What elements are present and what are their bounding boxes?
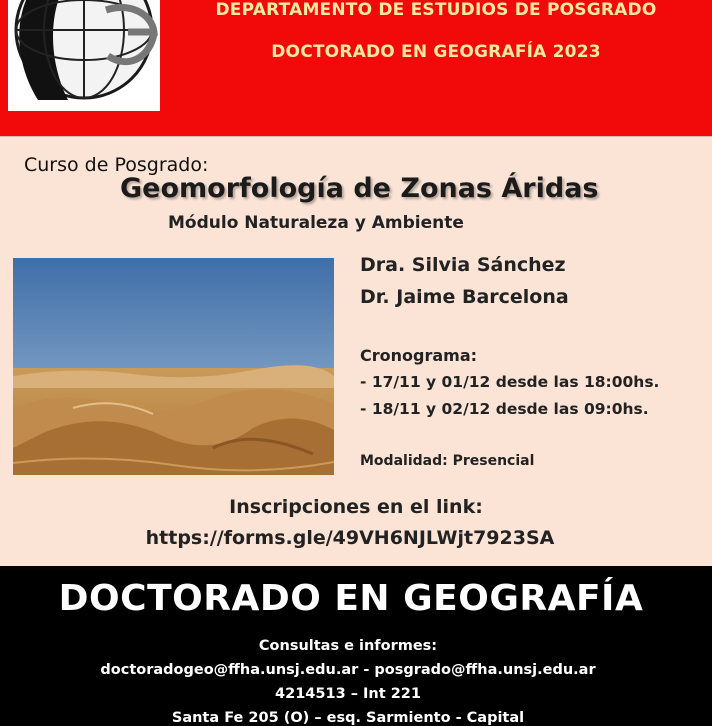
contact-phone: 4214513 – Int 221 [275, 686, 421, 702]
schedule-item: - 17/11 y 01/12 desde las 18:00hs. [360, 373, 660, 391]
program-title: DOCTORADO EN GEOGRAFÍA 2023 [271, 42, 601, 62]
department-title: DEPARTAMENTO DE ESTUDIOS DE POSGRADO [215, 0, 657, 20]
contact-emails[interactable]: doctoradogeo@ffha.unsj.edu.ar - posgrado@ffha.unsj.edu.ar [100, 662, 596, 678]
registration-link[interactable]: https://forms.gle/49VH6NJLWjt7923SA [145, 527, 555, 549]
instructor-name: Dr. Jaime Barcelona [360, 286, 569, 308]
course-label: Curso de Posgrado: [24, 154, 209, 176]
schedule-title: Cronograma: [360, 346, 478, 365]
footer-banner [0, 566, 712, 726]
instructor-name: Dra. Silvia Sánchez [360, 254, 566, 276]
course-module: Módulo Naturaleza y Ambiente [168, 213, 464, 233]
footer-title: DOCTORADO EN GEOGRAFÍA [58, 578, 644, 619]
registration-label: Inscripciones en el link: [229, 496, 483, 518]
desert-dunes-photo [13, 258, 334, 475]
course-panel [0, 136, 712, 567]
course-title: Geomorfología de Zonas Áridas [120, 173, 599, 204]
contact-heading: Consultas e informes: [258, 638, 438, 654]
globe-logo-icon [8, 0, 160, 111]
schedule-item: - 18/11 y 02/12 desde las 09:0hs. [360, 400, 649, 418]
modality-text: Modalidad: Presencial [360, 453, 535, 469]
contact-address: Santa Fe 205 (O) – esq. Sarmiento - Capital [171, 710, 525, 726]
header-banner [0, 0, 712, 136]
